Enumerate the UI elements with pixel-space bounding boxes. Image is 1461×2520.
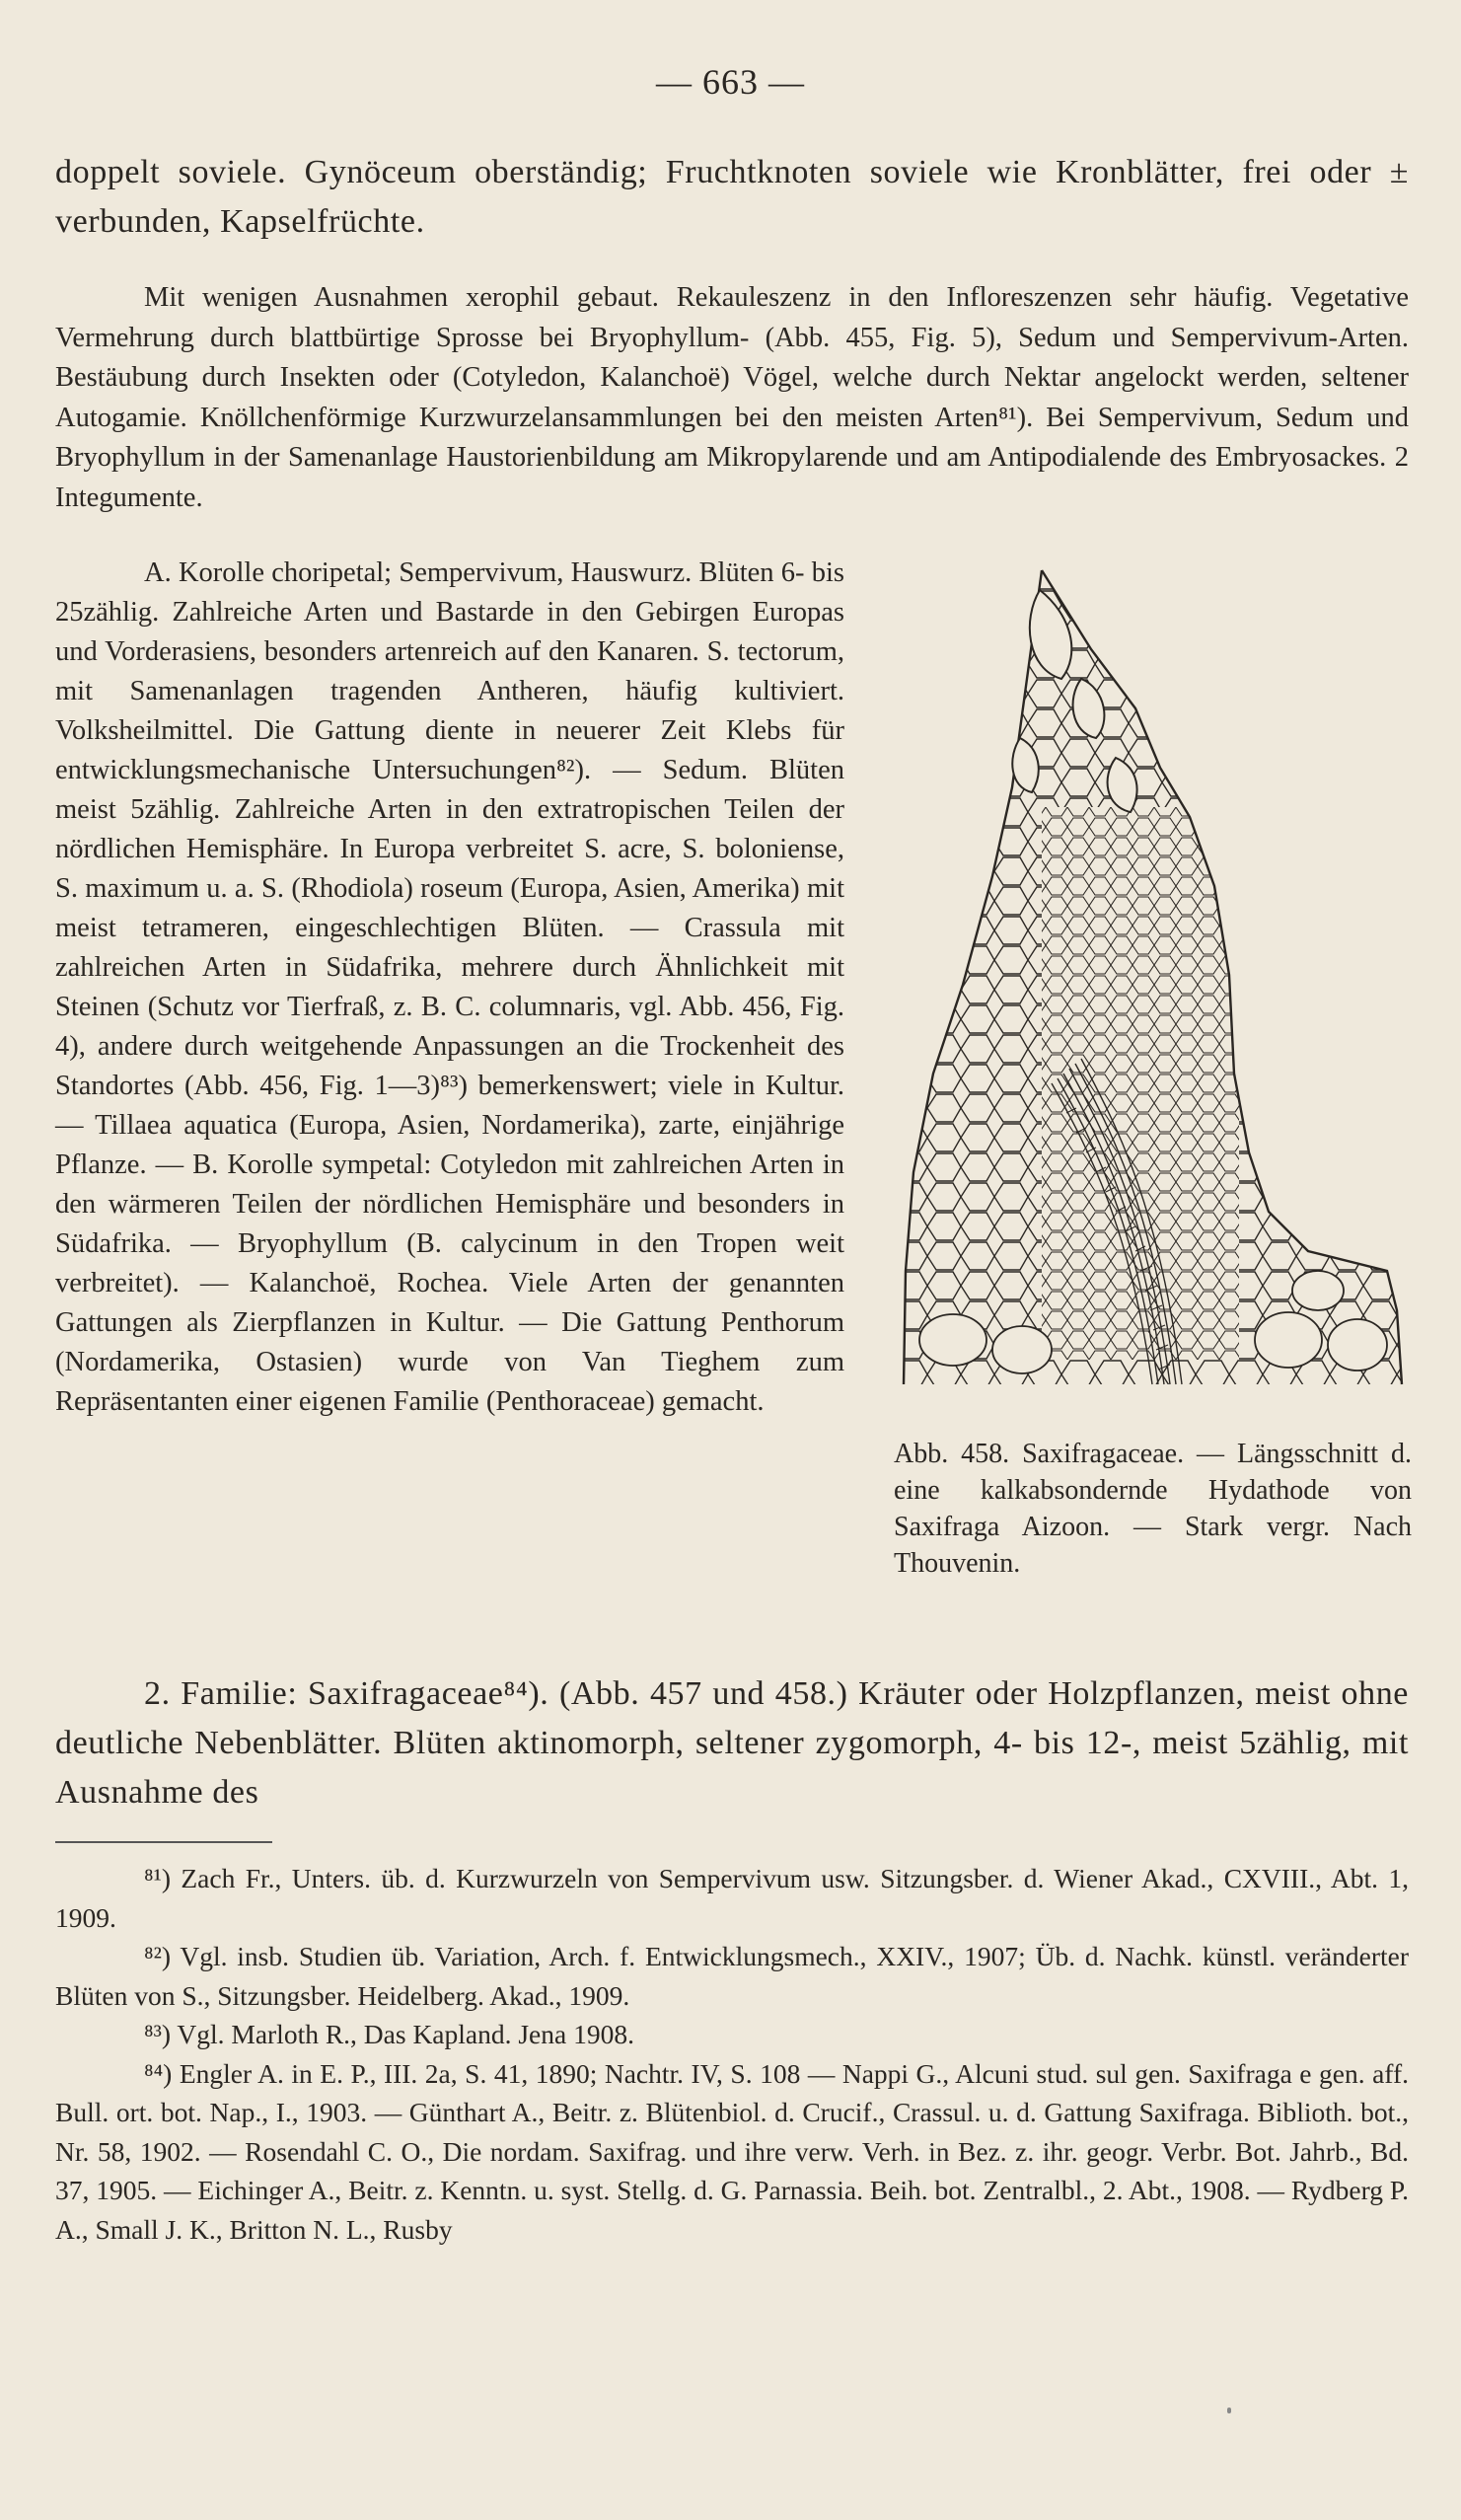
footnote-84: ⁸⁴) Engler A. in E. P., III. 2a, S. 41, 1890; Nachtr. IV, S. 108 — Nappi G., Alcuni stud. sul gen. Saxifraga e gen. aff. Bull. ort. bot. Nap., I., 1903. — Günthart A., Beitr. z. Blütenbiol. d. Crucif., Crassul. u. d. Gattung Saxifraga. Biblioth. bot., Nr. 58, 1902. — Rosendahl C. O., Die nordam. Saxifrag. und ihre verw. Verh. in Bez. z. ihr. geogr. Verbr. Bot. Jahrb., Bd. 37, 1905. — Eichinger A., Beitr. z. Kenntn. u. syst. Stellg. d. G. Parnassia. Beih. bot. Zentralbl., 2. Abt., 1908. — Rydberg P. A., Small J. K., Britton N. L., Rusby: [55, 2057, 1409, 2245]
paragraph-saxifragaceae: 2. Familie: Saxifragaceae⁸⁴). (Abb. 457 und 458.) Kräuter oder Holzpflanzen, meist ohne deutliche Nebenblätter. Blüten aktinomorph, seltener zygomorph, 4- bis 12-, meist 5zählig, mit Ausnahme des: [55, 1675, 1409, 1811]
hydathode-illustration: [894, 560, 1407, 1409]
paragraph-continued: doppelt soviele. Gynöceum oberständig; Fruchtknoten soviele wie Kronblätter, frei oder ± verbunden, Kapselfrüchte.: [55, 154, 1409, 240]
footnotes: [55, 1859, 1409, 2249]
footnote-rule: [55, 1841, 272, 1843]
paragraph-ecology: Mit wenigen Ausnahmen xerophil gebaut. Rekauleszenz in den Infloreszenzen sehr häufig. Vegetative Vermehrung durch blattbürtige Sprosse bei Bryophyllum- (Abb. 455, Fig. 5), Sedum und Sempervivum-Arten. Bestäubung durch Insekten oder (Cotyledon, Kalanchoë) Vögel, welche durch Nektar angelockt werden, seltener Autogamie. Knöllchenförmige Kurzwurzelansammlungen bei den meisten Arten⁸¹). Bei Sempervivum, Sedum und Bryophyllum in der Samenanlage Haustorienbildung am Mikropylarende und am Antipodialende des Embryosackes. 2 Integumente.: [55, 282, 1409, 513]
footnote-82: ⁸²) Vgl. insb. Studien üb. Variation, Arch. f. Entwicklungsmech., XXIV., 1907; Üb. d. Nachk. künstl. veränderter Blüten von S., Sitzungsber. Heidelberg. Akad., 1909.: [55, 1941, 1409, 2011]
footnote-81: ⁸¹) Zach Fr., Unters. üb. d. Kurzwurzeln von Sempervivum usw. Sitzungsber. d. Wiener Akad., CXVIII., Abt. 1, 1909.: [55, 1863, 1409, 1933]
figure-caption: Abb. 458. Saxifragaceae. — Längsschnitt d. eine kalkabsondernde Hydathode von Saxifraga Aizoon. — Stark vergr. Nach Thouvenin.: [894, 1439, 1412, 1579]
paper-speck: [1227, 2408, 1231, 2413]
footnote-83: ⁸³) Vgl. Marloth R., Das Kapland. Jena 1908.: [144, 2019, 634, 2049]
paragraph-genera: A. Korolle choripetal; Sempervivum, Hauswurz. Blüten 6- bis 25zählig. Zahlreiche Arten und Bastarde in den Gebirgen Europas und Vorderasiens, besonders artenreich auf den Kanaren. S. tectorum, mit Samenanlagen tragenden Antheren, häufig kultiviert. Volksheilmittel. Die Gattung diente in neuerer Zeit Klebs für entwicklungsmechanische Untersuchungen⁸²). — Sedum. Blüten meist 5zählig. Zahlreiche Arten in den extratropischen Teilen der nördlichen Hemisphäre. In Europa verbreitet S. acre, S. boloniense, S. maximum u. a. S. (Rhodiola) roseum (Europa, Asien, Amerika) mit meist tetrameren, eingeschlechtigen Blüten. — Crassula mit zahlreichen Arten in Südafrika, mehrere durch Ähnlichkeit mit Steinen (Schutz vor Tierfraß, z. B. C. columnaris, vgl. Abb. 456, Fig. 4), andere durch weitgehende Anpassungen an die Trockenheit des Standortes (Abb. 456, Fig. 1—3)⁸³) bemerkenswert; viele in Kultur. — Tillaea aquatica (Europa, Asien, Nordamerika), zarte, einjährige Pflanze. — B. Korolle sympetal: Cotyledon mit zahlreichen Arten in den wärmeren Teilen der nördlichen Hemisphäre und besonders in Südafrika. — Bryophyllum (B. calycinum in den Tropen weit verbreitet). — Kalanchoë, Rochea. Viele Arten der genannten Gattungen als Zierpflanzen in Kultur. — Die Gattung Penthorum (Nordamerika, Ostasien) wurde von Van Tieghem zum Repräsentanten einer eigenen Familie (Penthoraceae) gemacht.: [55, 557, 844, 1417]
page-number: — 663 —: [656, 62, 805, 102]
